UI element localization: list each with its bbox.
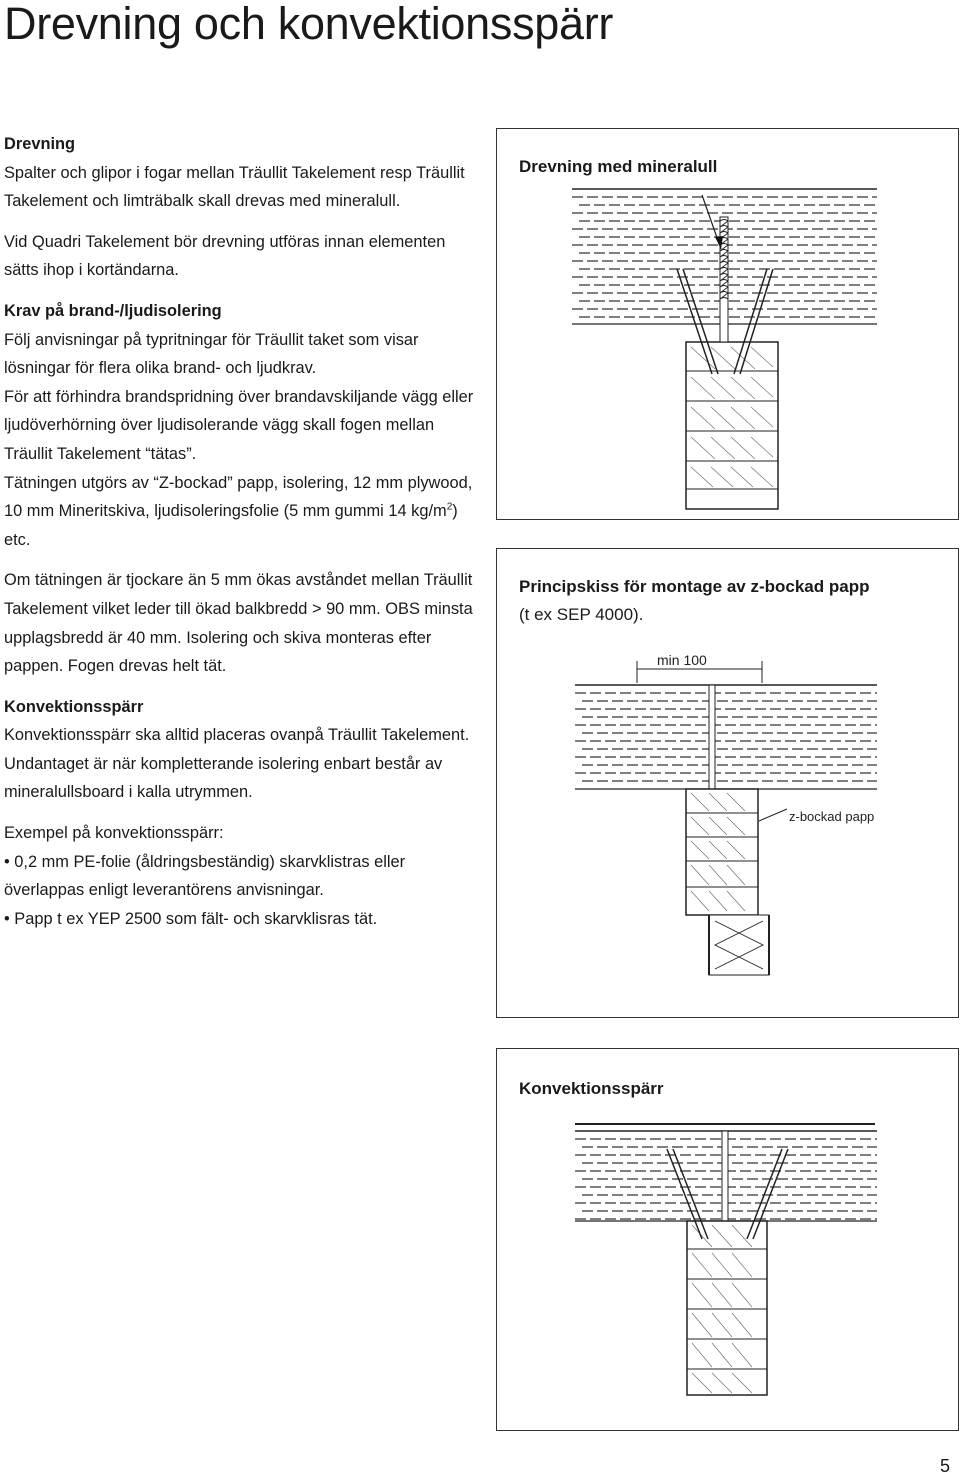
konvektion-paragraph-1: Konvektionsspärr ska alltid placeras ovanpå Träullit Takelement. Undantaget är när kompletterande isolering enbart består av mineralullsboard i kalla utrymmen. [4,726,470,802]
z-bockad-drawing [497,549,958,1017]
krav-heading: Krav på brand-/ljudisolering [4,301,222,320]
krav-paragraph-2: För att förhindra brandspridning över brandavskiljande vägg eller ljudöverhörning över ljudisolerande vägg skall fogen mellan Träullit Takelement “tätas”. [4,387,474,463]
dimension-label: min 100 [657,652,707,668]
figure-caption: Konvektionsspärr [519,1079,664,1098]
krav-paragraph-3 [4,469,474,555]
krav-paragraph-3-end: ) etc. [4,502,458,549]
wall-insulation [709,915,769,975]
bullet-item-1: • 0,2 mm PE-folie (åldringsbeständig) skarvklistras eller överlappas enligt leverantörens anvisningar. [4,848,474,905]
figure-caption: Drevning med mineralull [519,157,718,176]
page-number: 5 [939,1456,950,1476]
figure-konvektionsparr [496,1048,959,1431]
figure-caption: Principskiss för montage av z-bockad papp [519,577,870,596]
krav-paragraph-1: Följ anvisningar på typritningar för Träullit taket som visar lösningar för flera olika brand- och ljudkrav. [4,330,419,378]
figure-z-bockad-papp [496,548,959,1018]
example-heading: Exempel på konvektionsspärr: [4,824,224,843]
konvektion-drawing [497,1049,958,1430]
bullet-item-2: • Papp t ex YEP 2500 som fält- och skarvklisras tät. [4,905,474,934]
glulam-beam [686,789,758,915]
papp-leader-line [759,809,787,821]
glulam-beam [686,342,778,509]
roof-element-slab [575,685,877,789]
figure-subcaption: (t ex SEP 4000). [519,605,644,624]
krav-paragraph-4: Om tätningen är tjockare än 5 mm ökas avståndet mellan Träullit Takelement vilket leder till ökad balkbredd > 90 mm. OBS minsta upplagsbredd är 40 mm. Isolering och skiva monteras efter pappen. Fogen drevas helt tät. [4,571,473,676]
papp-label: z-bockad papp [789,809,875,824]
drevning-paragraph-2: Vid Quadri Takelement bör drevning utföras innan elementen sätts ihop i kortändarna. [4,232,446,280]
konvektion-heading: Konvektionsspärr [4,697,144,716]
krav-paragraph-3-text: Tätningen utgörs av “Z-bockad” papp, isolering, 12 mm plywood, 10 mm Mineritskiva, ljudisoleringsfolie (5 mm gummi 14 kg/m [4,473,473,521]
superscript: 2 [446,501,453,513]
text-column [4,130,474,933]
figure-drevning [496,128,959,520]
drevning-paragraph-1: Spalter och glipor i fogar mellan Träullit Takelement resp Träullit Takelement och limträbalk skall drevas med mineralull. [4,163,465,211]
drevning-heading: Drevning [4,135,76,153]
page-title: Drevning och konvektionsspärr [4,0,614,49]
joint-gap [722,1131,728,1221]
joint-gap [709,685,715,797]
drevning-drawing [497,129,958,519]
